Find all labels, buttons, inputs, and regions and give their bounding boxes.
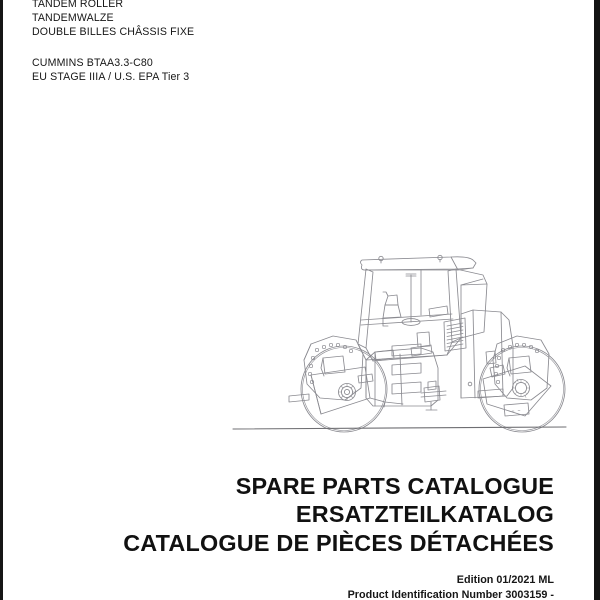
emissions-standard: EU STAGE IIIA / U.S. EPA Tier 3 — [32, 71, 190, 84]
title-fr: CATALOGUE DE PIÈCES DÉTACHÉES — [123, 529, 554, 556]
engine-model: CUMMINS BTAA3.3-C80 — [32, 57, 153, 69]
product-identification-number: Product Identification Number 3003159 - — [347, 589, 554, 600]
title-de: ERSATZTEILKATALOG — [295, 501, 554, 528]
edition-info-block — [348, 573, 554, 600]
machine-name-fr: DOUBLE BILLES CHÂSSIS FIXE — [32, 26, 195, 39]
catalogue-cover-page — [3, 0, 594, 600]
engine-spec-block — [32, 56, 362, 84]
machine-name-en: TANDEM ROLLER — [32, 0, 124, 10]
title-en: SPARE PARTS CATALOGUE — [235, 473, 554, 499]
catalogue-title-block — [123, 472, 554, 557]
edition-label: Edition 01/2021 ML — [456, 574, 554, 586]
machine-name-block — [32, 0, 362, 40]
page-right-edge — [594, 0, 600, 600]
machine-name-de: TANDEMWALZE — [32, 12, 114, 25]
tandem-roller-illustration — [225, 248, 575, 438]
